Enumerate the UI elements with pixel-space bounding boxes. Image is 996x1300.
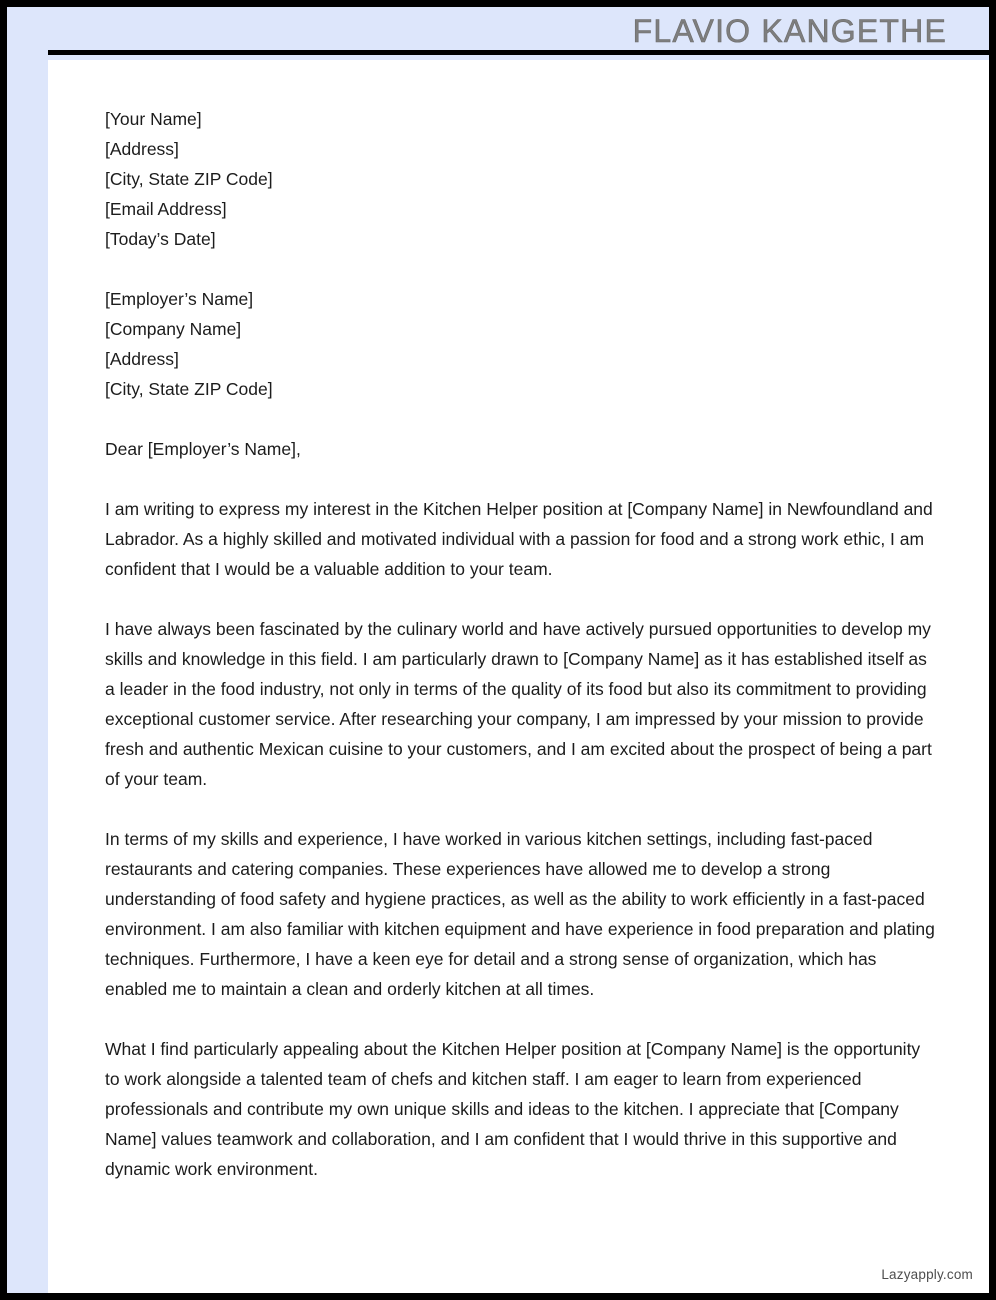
sender-address-block [105,104,937,254]
letter-sheet [48,60,989,1293]
watermark-label: Lazyapply.com [881,1267,973,1282]
header-divider [48,50,989,55]
page-title: FLAVIO KANGETHE [632,12,947,49]
spacer [105,464,937,494]
sender-line: [Email Address] [105,199,227,219]
sender-line: [Address] [105,139,179,159]
sender-line: [City, State ZIP Code] [105,169,273,189]
recipient-line: [City, State ZIP Code] [105,379,273,399]
letter-paragraph: In terms of my skills and experience, I have worked in various kitchen settings, including fast-paced restaurants and catering companies. These experiences have allowed me to develop a strong understanding of food safety and hygiene practices, as well as the ability to work efficiently in a fast-paced environment. I am also familiar with kitchen equipment and have experience in food preparation and plating techniques. Furthermore, I have a keen eye for detail and a strong sense of organization, which has enabled me to maintain a clean and orderly kitchen at all times. [105,829,935,999]
spacer [105,404,937,434]
sender-line: [Your Name] [105,109,202,129]
salutation: Dear [Employer’s Name], [105,439,301,459]
recipient-line: [Address] [105,349,179,369]
letter-paragraph: What I find particularly appealing about the Kitchen Helper position at [Company Name] is the opportunity to work alongside a talented team of chefs and kitchen staff. I am eager to learn from experienced professionals and contribute my own unique skills and ideas to the kitchen. I appreciate that [Company Name] values teamwork and collaboration, and I am confident that I would thrive in this supportive and dynamic work environment. [105,1039,921,1179]
document-header [7,7,989,55]
letter-paragraph: I am writing to express my interest in the Kitchen Helper position at [Company Name] in Newfoundland and Labrador. As a highly skilled and motivated individual with a passion for food and a strong work ethic, I am confident that I would be a valuable addition to your team. [105,499,933,579]
recipient-line: [Employer’s Name] [105,289,254,309]
sender-line: [Today’s Date] [105,229,216,249]
spacer [105,254,937,284]
recipient-line: [Company Name] [105,319,242,339]
letter-paragraph: I have always been fascinated by the culinary world and have actively pursued opportunities to develop my skills and knowledge in this field. I am particularly drawn to [Company Name] as it has established itself as a leader in the food industry, not only in terms of the quality of its food but also its commitment to providing exceptional customer service. After researching your company, I am impressed by your mission to provide fresh and authentic Mexican cuisine to your customers, and I am excited about the prospect of being a part of your team. [105,619,932,789]
cover-letter-body [105,104,937,1184]
recipient-address-block [105,284,937,404]
